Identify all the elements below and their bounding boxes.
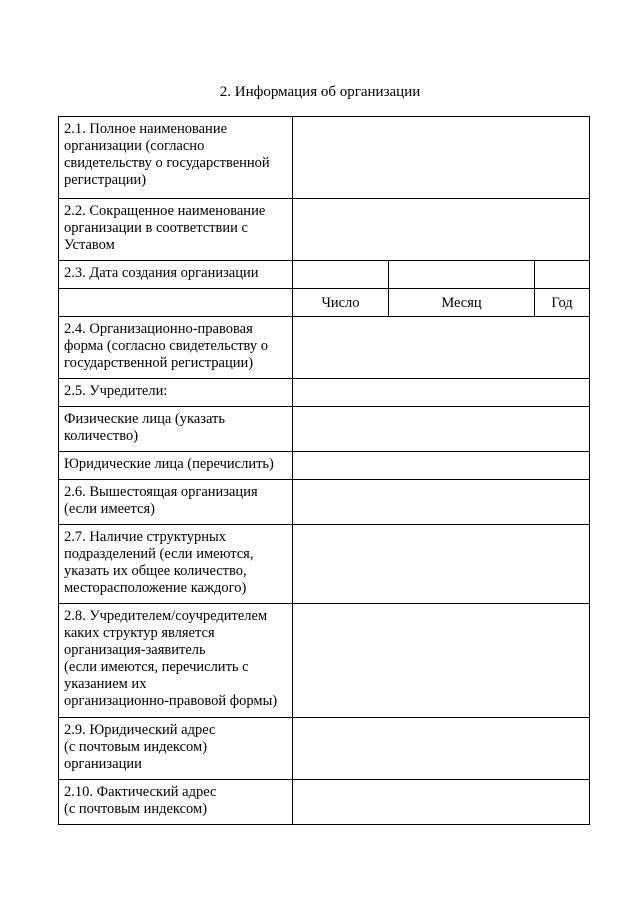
label-actual-address: 2.10. Фактический адрес (с почтовым индексом) <box>59 780 293 825</box>
label-parent-org: 2.6. Вышестоящая организация (если имеется) <box>59 480 293 525</box>
row-actual-address <box>59 780 590 825</box>
row-founders <box>59 379 590 407</box>
subheader-month: Месяц <box>389 289 535 317</box>
field-date-month[interactable] <box>389 261 535 289</box>
field-subdivisions[interactable] <box>293 525 590 604</box>
row-individuals <box>59 407 590 452</box>
label-short-name: 2.2. Сокращенное наименование организации в соответствии с Уставом <box>59 199 293 261</box>
field-parent-org[interactable] <box>293 480 590 525</box>
row-legal-entities <box>59 452 590 480</box>
row-full-name <box>59 117 590 199</box>
subheader-day: Число <box>293 289 389 317</box>
row-founded-structures <box>59 604 590 718</box>
row-short-name <box>59 199 590 261</box>
field-full-name[interactable] <box>293 117 590 199</box>
section-title: 2. Информация об организации <box>219 84 421 100</box>
row-parent-org <box>59 480 590 525</box>
label-legal-address: 2.9. Юридический адрес (с почтовым индексом) организации <box>59 718 293 780</box>
label-legal-form: 2.4. Организационно-правовая форма (согласно свидетельству о государственной регистрации) <box>59 317 293 379</box>
label-individuals: Физические лица (указать количество) <box>59 407 293 452</box>
row-legal-address <box>59 718 590 780</box>
label-subdivisions: 2.7. Наличие структурных подразделений (если имеются, указать их общее количество, месторасположение каждого) <box>59 525 293 604</box>
field-founders[interactable] <box>293 379 590 407</box>
field-date-day[interactable] <box>293 261 389 289</box>
empty-cell <box>59 289 293 317</box>
field-individuals[interactable] <box>293 407 590 452</box>
label-founded-structures: 2.8. Учредителем/соучредителем каких структур является организация-заявитель (если имеются, перечислить с указанием их организационно-правовой формы) <box>59 604 293 718</box>
row-subdivisions <box>59 525 590 604</box>
label-creation-date: 2.3. Дата создания организации <box>59 261 293 289</box>
field-legal-entities[interactable] <box>293 452 590 480</box>
field-founded-structures[interactable] <box>293 604 590 718</box>
field-short-name[interactable] <box>293 199 590 261</box>
label-full-name: 2.1. Полное наименование организации (согласно свидетельству о государственной регистрации) <box>59 117 293 199</box>
label-legal-entities: Юридические лица (перечислить) <box>59 452 293 480</box>
field-date-year[interactable] <box>535 261 590 289</box>
row-creation-date <box>59 261 590 289</box>
field-legal-form[interactable] <box>293 317 590 379</box>
organization-info-table <box>58 116 590 825</box>
subheader-year: Год <box>535 289 590 317</box>
row-legal-form <box>59 317 590 379</box>
row-date-subheaders <box>59 289 590 317</box>
field-legal-address[interactable] <box>293 718 590 780</box>
field-actual-address[interactable] <box>293 780 590 825</box>
label-founders: 2.5. Учредители: <box>59 379 293 407</box>
